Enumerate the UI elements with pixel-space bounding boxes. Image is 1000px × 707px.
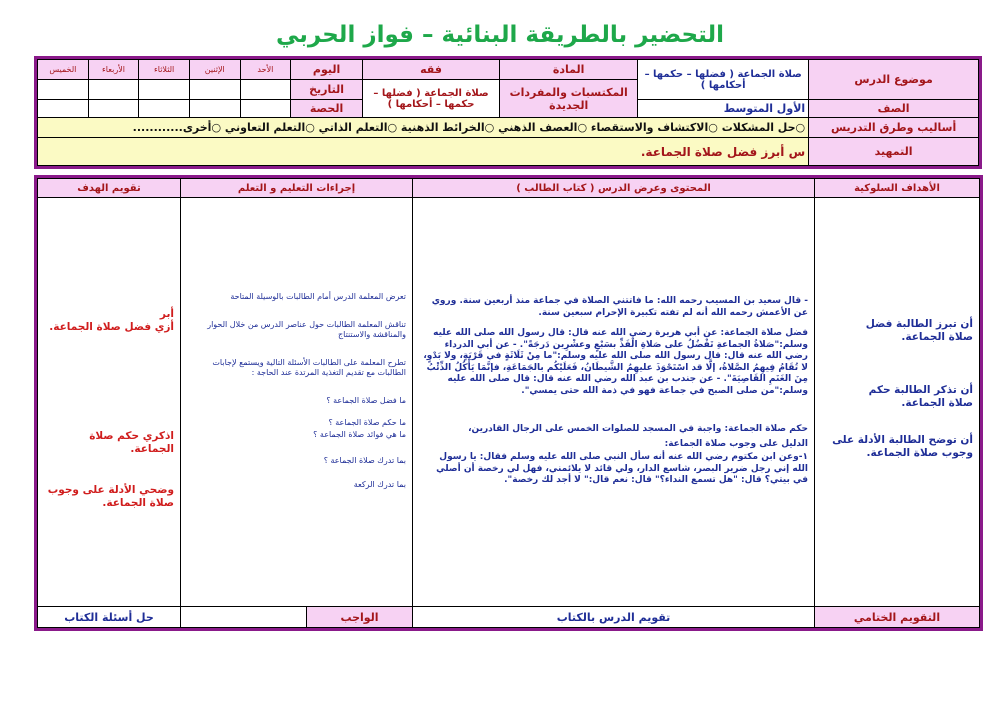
day-wednesday: الأربعاء [88, 60, 139, 80]
topic-label: موضوع الدرس [809, 60, 979, 100]
day-monday: الإثنين [189, 60, 240, 80]
lesson-body-table [37, 178, 980, 628]
homework-spacer [181, 607, 306, 627]
content-paragraph-5: ١-وعن ابن مكتوم رضي الله عنه أنه سأل النبي صلى الله عليه وسلم فقال: يا رسول الله إني رجل ضرير البصر، شاسع الدار، ولي قائد لا يلائمني، فهل لي رخصة أن أصلي في بيتي؟ قال: "هل تسمع النداء؟" قال: نعم قال:" لا أجد لك رخصة". [436, 452, 808, 486]
objective-1: أن تبرز الطالبة فضل صلاة الجماعة. [865, 318, 973, 344]
procedure-question-1: ما فضل صلاة الجماعة ؟ [326, 396, 406, 405]
topic-value: صلاة الجماعة ( فضلها – حكمها – أحكامها ) [638, 60, 809, 100]
date-label: التاريخ [291, 80, 363, 100]
evaluation-2: اذكري حكم صلاة الجماعة. [89, 430, 174, 456]
period-label: الحصة [291, 100, 363, 118]
methods-value: ○حل المشكلات ○الاكتشاف والاستقصاء ○العصف الذهني ○الخرائط الذهنية ○التعلم الذاتي ○التعلم التعاوني ○أخرى............ [38, 118, 809, 138]
homework-label: الواجب [306, 607, 412, 627]
subject-value: فقه [362, 60, 499, 80]
evaluation-header: تقويم الهدف [38, 179, 181, 198]
procedure-question-5: بما تدرك الركعة [353, 480, 406, 489]
lesson-header-table [37, 59, 979, 166]
period-cell-1 [240, 100, 291, 118]
final-eval-value: تقويم الدرس بالكتاب [413, 607, 815, 628]
procedures-cell [181, 198, 413, 607]
objectives-header: الأهداف السلوكية [815, 179, 980, 198]
content-header: المحتوى وعرض الدرس ( كتاب الطالب ) [413, 179, 815, 198]
methods-label: أساليب وطرق التدريس [809, 118, 979, 138]
procedure-question-2: ما حكم صلاة الجماعة ؟ [328, 418, 406, 427]
date-cell-3 [139, 80, 190, 100]
procedure-1: تعرض المعلمة الدرس أمام الطالبات بالوسيلة المتاحة [230, 292, 406, 301]
procedure-question-3: ما هي فوائد صلاة الجماعة ؟ [313, 430, 406, 439]
date-cell-2 [189, 80, 240, 100]
content-paragraph-1: - قال سعيد بن المسيب رحمه الله: ما فاتتني الصلاة في جماعة منذ أربعين سنة. وروي عن الأعمش رحمه الله أنه لم تفته تكبيرة الإحرام سبعين سنة. [431, 296, 808, 318]
date-cell-5 [38, 80, 89, 100]
objective-3: أن توضح الطالبة الأدلة على وجوب صلاة الجماعة. [832, 434, 973, 460]
day-tuesday: الثلاثاء [139, 60, 190, 80]
procedure-2: تناقش المعلمة الطالبات حول عناصر الدرس من خلال الحوار والمناقشة والاستنتاج [207, 320, 406, 340]
final-eval-label: التقويم الختامي [815, 607, 980, 628]
objective-2: أن تذكر الطالبة حكم صلاة الجماعة. [868, 384, 973, 410]
page-title: التحضير بالطريقة البنائية – فواز الحربي [276, 22, 724, 48]
content-paragraph-2: فضل صلاة الجماعة: عن أبي هريرة رضي الله عنه قال: قال رسول الله صلى الله عليه وسلم:"صَلاةُ الجماعةِ تَفْضُلُ على صَلاةِ الْفَذِّ بسَبْعٍ وعشْرِين دَرجَةً". - عن أبي الدرداء رضي الله عنه قال: قال رسول الله صلى الله عليه وسلم:"ما مِنْ ثَلَاثَةٍ في قَرْيَةٍ، ولا بَدْوٍ، لا تُقَامُ فِيهِمُ الصَّلاةُ، إلَّا قد اسْتَحْوَذَ عليهِمُ الشَّيطَانُ، فَعَلَيْكُم بالجَمَاعَةِ، فإنَّمَا يَأْكُلُ الذِّئْبُ مِنَ الغَنَمِ القَاصِيَةَ". - عن جندب بن عبد الله رضي الله عنه قال: قال صلى الله عليه وسلم:"من صلى الصبح في جماعة فهو في ذمة الله حتى يمسي". [423, 328, 808, 396]
vocab-label: المكتسبات والمفردات الجديدة [500, 80, 638, 118]
procedure-question-4: بما تدرك صلاة الجماعة ؟ [323, 456, 406, 465]
intro-value: س أبرز فضل صلاة الجماعة. [38, 138, 809, 166]
period-cell-5 [38, 100, 89, 118]
evaluation-cell [38, 198, 181, 607]
period-cell-2 [189, 100, 240, 118]
subject-label: المادة [500, 60, 638, 80]
class-value: الأول المتوسط [638, 100, 809, 118]
period-cell-4 [88, 100, 139, 118]
procedures-header: إجراءات التعليم و التعلم [181, 179, 413, 198]
day-thursday: الخميس [38, 60, 89, 80]
evaluation-1: أبر أزي فضل صلاة الجماعة. [49, 308, 174, 334]
date-cell-1 [240, 80, 291, 100]
day-sunday: الأحد [240, 60, 291, 80]
intro-label: التمهيد [809, 138, 979, 166]
objectives-cell [815, 198, 980, 607]
date-cell-4 [88, 80, 139, 100]
vocab-value: صلاة الجماعة ( فضلها – حكمها – أحكامها ) [362, 80, 499, 118]
procedure-3: تطرح المعلمة على الطالبات الأسئلة التالية ويستمع لإجابات الطالبات مع تقديم التغذية المرتدة عند الحاجة : [212, 358, 406, 378]
content-paragraph-4: الدليل على وجوب صلاة الجماعة: [664, 439, 808, 449]
homework-value: حل أسئلة الكتاب [38, 607, 181, 628]
class-label: الصف [809, 100, 979, 118]
day-label: اليوم [291, 60, 363, 80]
homework-split [181, 607, 413, 628]
content-paragraph-3: حكم صلاة الجماعة: واجبة في المسجد للصلوات الخمس على الرجال القادرين، [468, 424, 808, 434]
content-cell [413, 198, 815, 607]
evaluation-3: وضحي الأدلة على وجوب صلاة الجماعة. [47, 484, 174, 510]
period-cell-3 [139, 100, 190, 118]
